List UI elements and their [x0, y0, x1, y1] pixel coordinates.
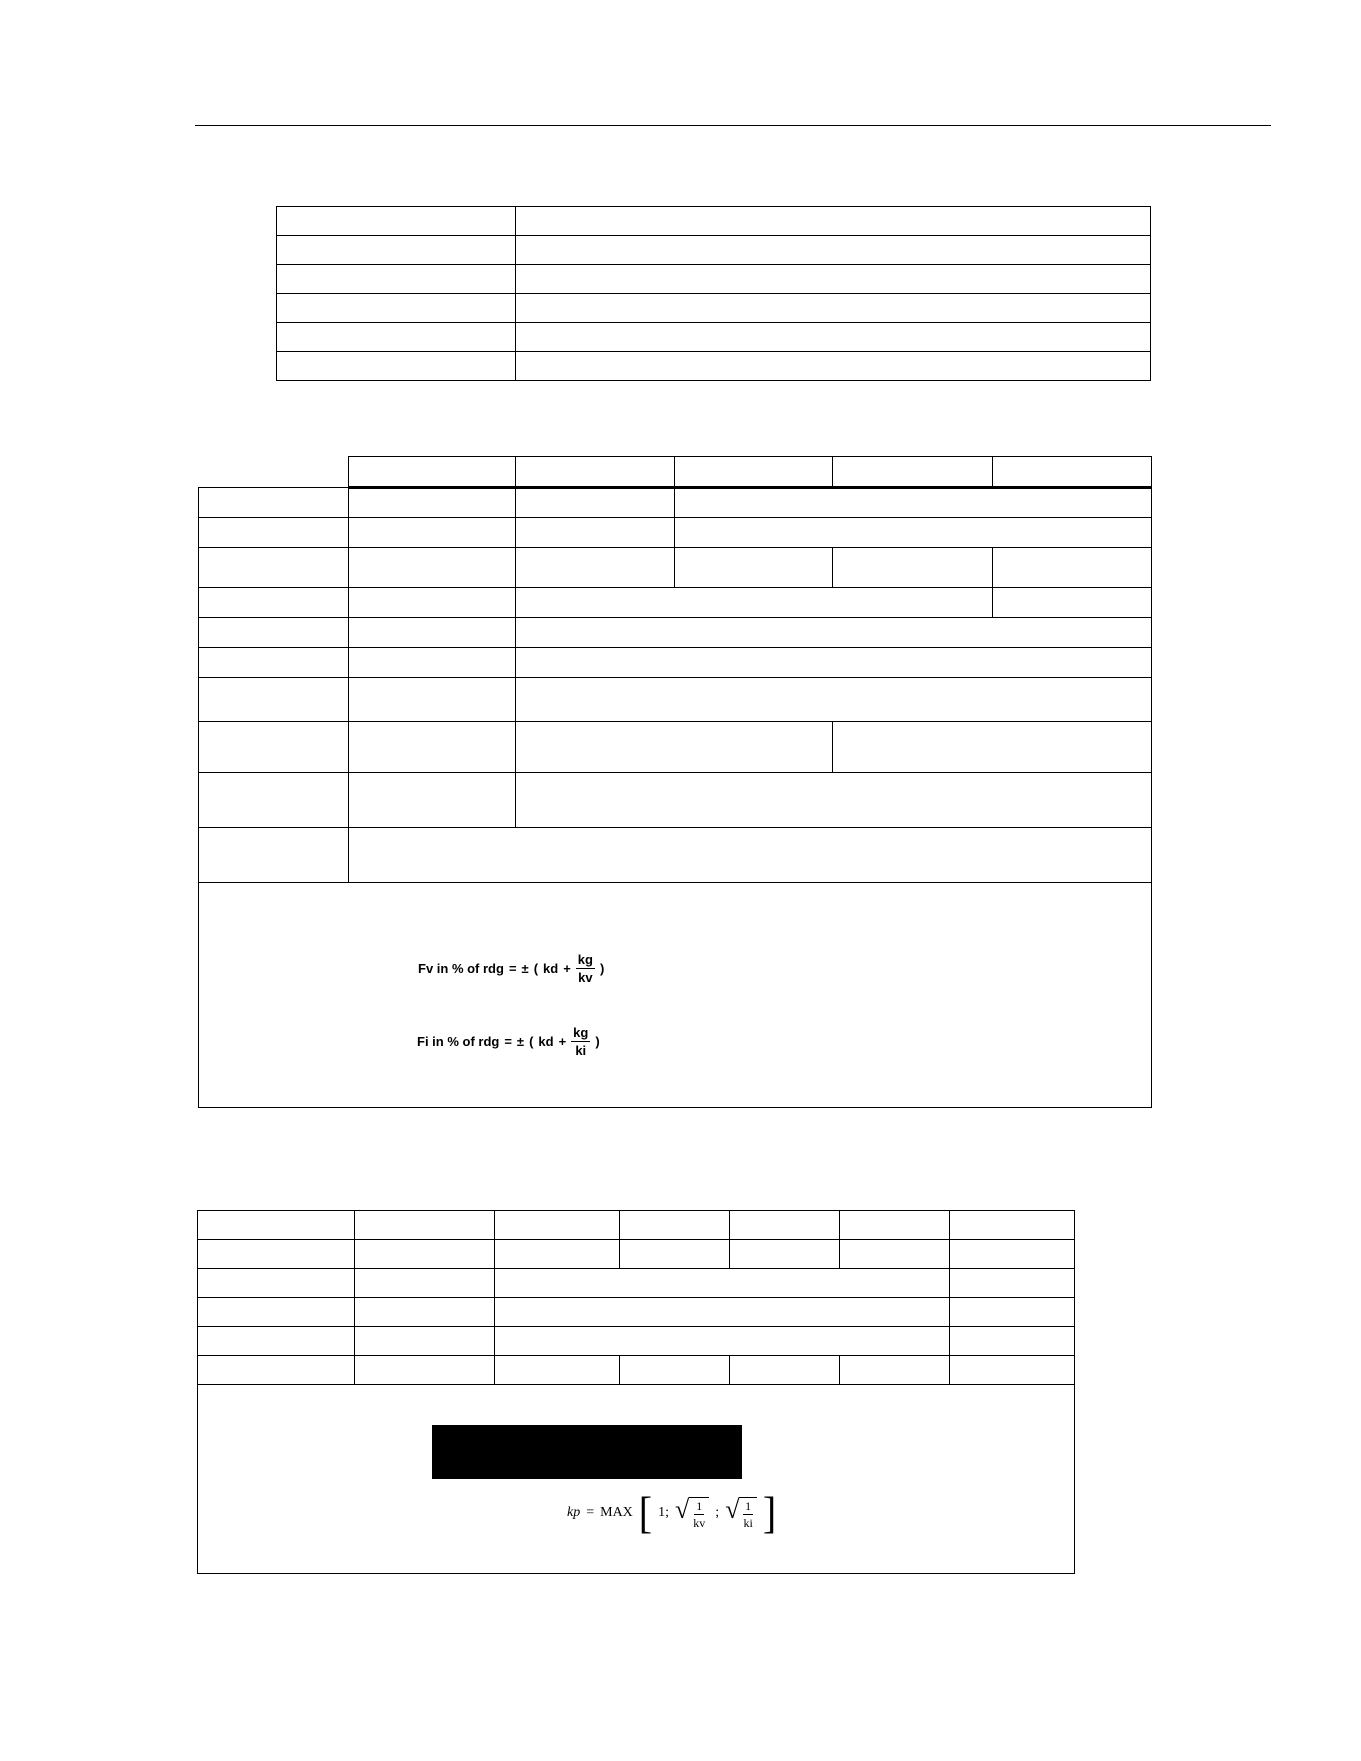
formula-equals: = — [504, 1034, 512, 1049]
table-cell — [277, 265, 516, 294]
redacted-block — [432, 1425, 742, 1479]
table-cell — [840, 1240, 950, 1269]
table-row — [199, 722, 1152, 773]
table-cell — [950, 1240, 1075, 1269]
table-cell — [516, 548, 675, 588]
sqrt-term — [725, 1497, 757, 1529]
table-cell — [277, 323, 516, 352]
table-cell — [495, 1327, 950, 1356]
table-cell — [349, 678, 516, 722]
table-cell — [993, 588, 1152, 618]
table-cell — [516, 678, 1152, 722]
table-row — [277, 236, 1151, 265]
table-cell — [730, 1356, 840, 1385]
table-cell — [198, 1356, 355, 1385]
table-cell — [516, 265, 1151, 294]
table-row — [198, 1327, 1075, 1356]
formula-plusminus: ± — [521, 961, 529, 976]
formula-fraction — [741, 1500, 754, 1529]
bracket-open: [ — [638, 1487, 653, 1538]
table-cell — [349, 618, 516, 648]
table-cell — [355, 1240, 495, 1269]
table-cell — [495, 1298, 950, 1327]
formula-cell — [199, 883, 1152, 1108]
fraction-numerator: kg — [573, 1025, 589, 1040]
table-cell — [675, 548, 833, 588]
fraction-denominator: ki — [743, 1516, 753, 1530]
table-cell — [355, 1327, 495, 1356]
table-row — [277, 294, 1151, 323]
table-cell — [950, 1327, 1075, 1356]
table-cell — [950, 1269, 1075, 1298]
table-row — [199, 883, 1152, 1108]
table-row — [199, 548, 1152, 588]
formula-kp — [567, 1487, 777, 1538]
table-cell — [355, 1356, 495, 1385]
table-row — [198, 1298, 1075, 1327]
formula-paren-open: ( — [529, 1034, 534, 1049]
formula-lhs: Fi in % of rdg — [417, 1034, 500, 1049]
table-row — [199, 678, 1152, 722]
table-cell — [516, 236, 1151, 265]
fraction-numerator: kg — [577, 952, 593, 967]
table-row — [199, 457, 1152, 488]
table-cell — [198, 1298, 355, 1327]
table-cell — [833, 457, 993, 488]
table-row — [198, 1211, 1075, 1240]
formula-cell — [198, 1385, 1075, 1574]
table-row — [199, 488, 1152, 518]
table-cell — [516, 207, 1151, 236]
table-row — [277, 265, 1151, 294]
header-rule — [195, 125, 1271, 126]
radical-icon: √ — [725, 1495, 740, 1524]
formula-lhs: Fv in % of rdg — [418, 961, 504, 976]
table-row — [199, 588, 1152, 618]
table-cell — [199, 588, 349, 618]
table-cell — [730, 1211, 840, 1240]
radical-icon: √ — [675, 1495, 690, 1524]
table-cell — [675, 518, 1152, 548]
fraction-numerator: 1 — [696, 1499, 703, 1513]
sqrt-term — [675, 1497, 709, 1529]
formula-fi — [417, 1026, 600, 1057]
table-cell — [277, 207, 516, 236]
table-cell — [840, 1211, 950, 1240]
table-cell — [516, 588, 993, 618]
table-row — [198, 1269, 1075, 1298]
formula-plus: + — [563, 961, 571, 976]
table-power-accuracy — [197, 1210, 1075, 1574]
table-cell — [355, 1211, 495, 1240]
table-cell — [198, 1327, 355, 1356]
table-cell — [495, 1356, 620, 1385]
table-cell — [516, 518, 675, 548]
formula-term: kd — [543, 961, 559, 976]
table-cell — [349, 548, 516, 588]
table-cell — [516, 618, 1152, 648]
formula-paren-open: ( — [533, 961, 539, 976]
formula-equals: = — [586, 1505, 595, 1520]
table-accuracy — [198, 456, 1152, 1108]
formula-equals: = — [508, 961, 517, 976]
table-row — [198, 1385, 1075, 1574]
table-cell — [349, 488, 516, 518]
table-cell — [495, 1269, 950, 1298]
table-cell — [199, 548, 349, 588]
table-cell — [349, 518, 516, 548]
table-cell — [198, 1240, 355, 1269]
table-cell — [199, 648, 349, 678]
formula-paren-close: ) — [595, 1034, 600, 1049]
table-cell — [840, 1356, 950, 1385]
fraction-denominator: ki — [575, 1043, 587, 1058]
table-cell — [833, 548, 993, 588]
formula-plus: + — [558, 1034, 567, 1049]
table-cell — [516, 488, 675, 518]
table-cell — [349, 722, 516, 773]
formula-fv — [418, 953, 604, 984]
bracket-close: ] — [762, 1487, 777, 1538]
formula-first-arg: 1; — [658, 1505, 670, 1520]
fraction-denominator: kv — [578, 970, 593, 985]
radicand — [689, 1497, 709, 1529]
formula-fraction — [571, 1026, 590, 1057]
table-cell — [199, 618, 349, 648]
table-cell — [199, 488, 349, 518]
table-cell — [349, 588, 516, 618]
table-cell — [950, 1356, 1075, 1385]
table-cell — [516, 722, 833, 773]
formula-separator: ; — [715, 1505, 720, 1520]
table-cell — [199, 722, 349, 773]
table-cell — [516, 457, 675, 488]
table-cell — [199, 678, 349, 722]
table-cell — [277, 294, 516, 323]
table-cell — [495, 1240, 620, 1269]
table-row — [198, 1240, 1075, 1269]
table-cell — [730, 1240, 840, 1269]
table-cell — [199, 457, 349, 488]
table-cell — [516, 648, 1152, 678]
table-cell — [620, 1211, 730, 1240]
table-cell — [675, 488, 1152, 518]
table-cell — [198, 1269, 355, 1298]
table-cell — [349, 773, 516, 828]
table-row — [199, 773, 1152, 828]
formula-paren-close: ) — [599, 961, 605, 976]
table-cell — [355, 1269, 495, 1298]
table-cell — [199, 773, 349, 828]
formula-function: MAX — [600, 1505, 633, 1520]
table-cell — [199, 518, 349, 548]
table-cell — [349, 457, 516, 488]
table-cell — [675, 457, 833, 488]
table-cell — [620, 1356, 730, 1385]
table-cell — [516, 294, 1151, 323]
table-cell — [993, 457, 1152, 488]
table-row — [199, 618, 1152, 648]
table-row — [277, 352, 1151, 381]
table-cell — [277, 352, 516, 381]
table-row — [198, 1356, 1075, 1385]
table-row — [199, 518, 1152, 548]
formula-fraction — [576, 953, 595, 984]
fraction-denominator: kv — [693, 1516, 706, 1530]
table-cell — [516, 323, 1151, 352]
table-cell — [355, 1298, 495, 1327]
table-cell — [199, 828, 349, 883]
formula-term: kd — [538, 1034, 554, 1049]
table-cell — [950, 1298, 1075, 1327]
table-row — [277, 207, 1151, 236]
table-cell — [349, 828, 1152, 883]
table-cell — [833, 722, 1152, 773]
table-cell — [349, 648, 516, 678]
formula-lhs: kp — [567, 1505, 581, 1520]
formula-plusminus: ± — [516, 1034, 525, 1049]
table-cell — [620, 1240, 730, 1269]
fraction-numerator: 1 — [745, 1499, 752, 1513]
table-cell — [950, 1211, 1075, 1240]
radicand — [739, 1497, 756, 1529]
table-cell — [516, 773, 1152, 828]
table-cell — [495, 1211, 620, 1240]
table-row — [277, 323, 1151, 352]
table-cell — [993, 548, 1152, 588]
table-row — [199, 648, 1152, 678]
table-specifications-top — [276, 206, 1151, 381]
formula-fraction — [691, 1500, 707, 1529]
table-cell — [198, 1211, 355, 1240]
table-cell — [277, 236, 516, 265]
table-cell — [516, 352, 1151, 381]
table-row — [199, 828, 1152, 883]
